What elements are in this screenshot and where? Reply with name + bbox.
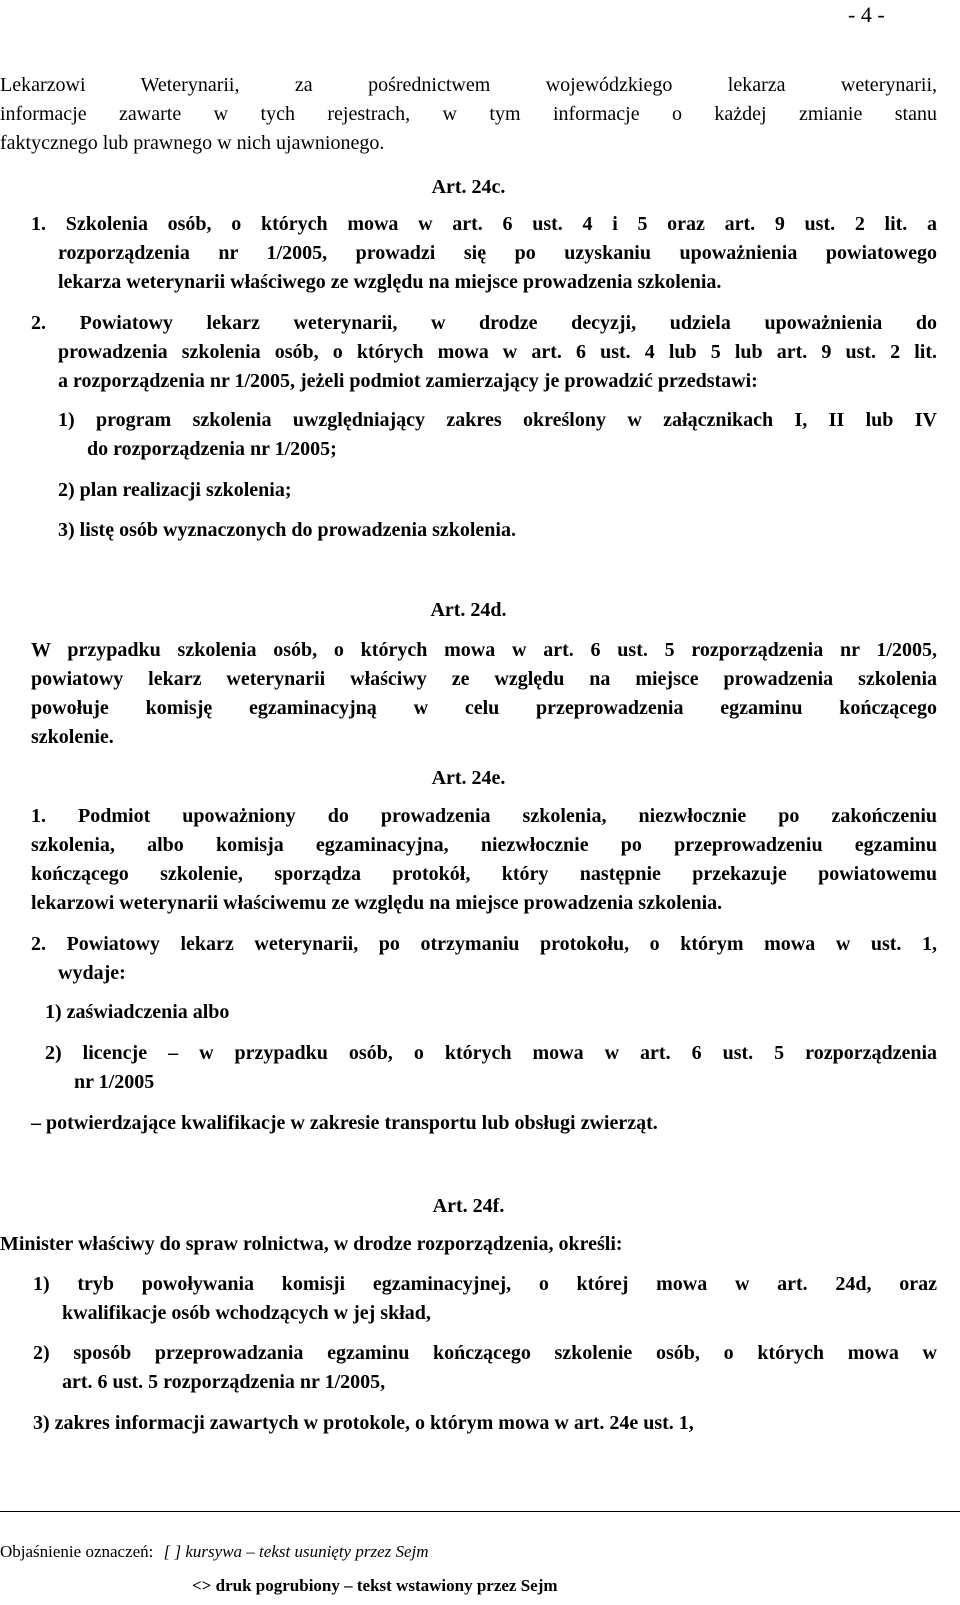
art-24f-item-2-line-1: 2) sposób przeprowadzania egzaminu kończącego szkolenie osób, o których mowa w <box>33 1342 937 1364</box>
art-24e-p1-line-3: kończącego szkolenie, sporządza protokół, który następnie przekazuje powiatowemu <box>31 863 937 885</box>
art-24f-item-2-line-2: art. 6 ust. 5 rozporządzenia nr 1/2005, <box>62 1371 386 1393</box>
art-24d-line-4: szkolenie. <box>31 726 114 748</box>
art-24d-line-3: powołuje komisję egzaminacyjną w celu przeprowadzenia egzaminu kończącego <box>31 697 937 719</box>
footer-legend-row-1 <box>0 1542 429 1562</box>
art-24e-p1-line-1: 1. Podmiot upoważniony do prowadzenia szkolenia, niezwłocznie po zakończeniu <box>31 805 937 827</box>
intro-line-1: Lekarzowi Weterynarii, za pośrednictwem wojewódzkiego lekarza weterynarii, <box>0 74 937 96</box>
art-24c-p1-line-1: 1. Szkolenia osób, o których mowa w art. 6 ust. 4 i 5 oraz art. 9 ust. 2 lit. a <box>31 213 937 235</box>
art-24e-item-2-line-1: 2) licencje – w przypadku osób, o których mowa w art. 6 ust. 5 rozporządzenia <box>45 1042 937 1064</box>
art-24d-line-2: powiatowy lekarz weterynarii właściwy ze względu na miejsce prowadzenia szkolenia <box>31 668 937 690</box>
art-24f-item-1-line-1: 1) tryb powoływania komisji egzaminacyjnej, o której mowa w art. 24d, oraz <box>33 1273 937 1295</box>
art-24c-p2-line-1: 2. Powiatowy lekarz weterynarii, w drodze decyzji, udziela upoważnienia do <box>31 312 937 334</box>
art-24c-heading: Art. 24c. <box>431 176 506 198</box>
art-24e-item-1: 1) zaświadczenia albo <box>45 1001 230 1023</box>
art-24e-p2-line-1: 2. Powiatowy lekarz weterynarii, po otrzymaniu protokołu, o którym mowa w ust. 1, <box>31 933 937 955</box>
art-24c-p2-line-3: a rozporządzenia nr 1/2005, jeżeli podmiot zamierzający je prowadzić przedstawi: <box>58 370 758 392</box>
art-24d-line-1: W przypadku szkolenia osób, o których mowa w art. 6 ust. 5 rozporządzenia nr 1/2005, <box>31 639 937 661</box>
art-24f-item-3: 3) zakres informacji zawartych w protokole, o którym mowa w art. 24e ust. 1, <box>33 1412 694 1434</box>
footer-legend-deleted: [ ] kursywa – tekst usunięty przez Sejm <box>163 1542 429 1561</box>
art-24f-item-1-line-2: kwalifikacje osób wchodzących w jej skład, <box>62 1302 431 1324</box>
art-24c-item-3: 3) listę osób wyznaczonych do prowadzenia szkolenia. <box>58 519 516 541</box>
intro-line-2: informacje zawarte w tych rejestrach, w tym informacje o każdej zmianie stanu <box>0 103 937 125</box>
art-24c-item-1-line-2: do rozporządzenia nr 1/2005; <box>87 438 337 460</box>
art-24c-item-2: 2) plan realizacji szkolenia; <box>58 479 292 501</box>
art-24c-item-1-line-1: 1) program szkolenia uwzględniający zakres określony w załącznikach I, II lub IV <box>58 409 937 431</box>
footer-separator <box>0 1511 960 1512</box>
footer-legend-inserted: <> druk pogrubiony – tekst wstawiony przez Sejm <box>192 1576 558 1595</box>
art-24c-p1-line-3: lekarza weterynarii właściwego ze względu na miejsce prowadzenia szkolenia. <box>58 271 722 293</box>
art-24e-p2-line-2: wydaje: <box>58 962 126 984</box>
art-24e-closing: – potwierdzające kwalifikacje w zakresie transportu lub obsługi zwierząt. <box>31 1112 658 1134</box>
art-24e-heading: Art. 24e. <box>431 767 506 789</box>
art-24c-p2-line-2: prowadzenia szkolenia osób, o których mowa w art. 6 ust. 4 lub 5 lub art. 9 ust. 2 lit. <box>58 341 937 363</box>
footer-label: Objaśnienie oznaczeń: <box>0 1542 154 1561</box>
art-24f-heading: Art. 24f. <box>432 1195 505 1217</box>
art-24f-intro: Minister właściwy do spraw rolnictwa, w drodze rozporządzenia, określi: <box>0 1233 623 1255</box>
art-24e-p1-line-4: lekarzowi weterynarii właściwemu ze względu na miejsce prowadzenia szkolenia. <box>31 892 723 914</box>
intro-line-3: faktycznego lub prawnego w nich ujawnionego. <box>0 132 385 154</box>
page-number: - 4 - <box>848 2 885 27</box>
art-24d-heading: Art. 24d. <box>430 599 507 621</box>
art-24c-p1-line-2: rozporządzenia nr 1/2005, prowadzi się po uzyskaniu upoważnienia powiatowego <box>58 242 937 264</box>
art-24e-item-2-line-2: nr 1/2005 <box>74 1071 155 1093</box>
art-24e-p1-line-2: szkolenia, albo komisja egzaminacyjna, niezwłocznie po przeprowadzeniu egzaminu <box>31 834 937 856</box>
